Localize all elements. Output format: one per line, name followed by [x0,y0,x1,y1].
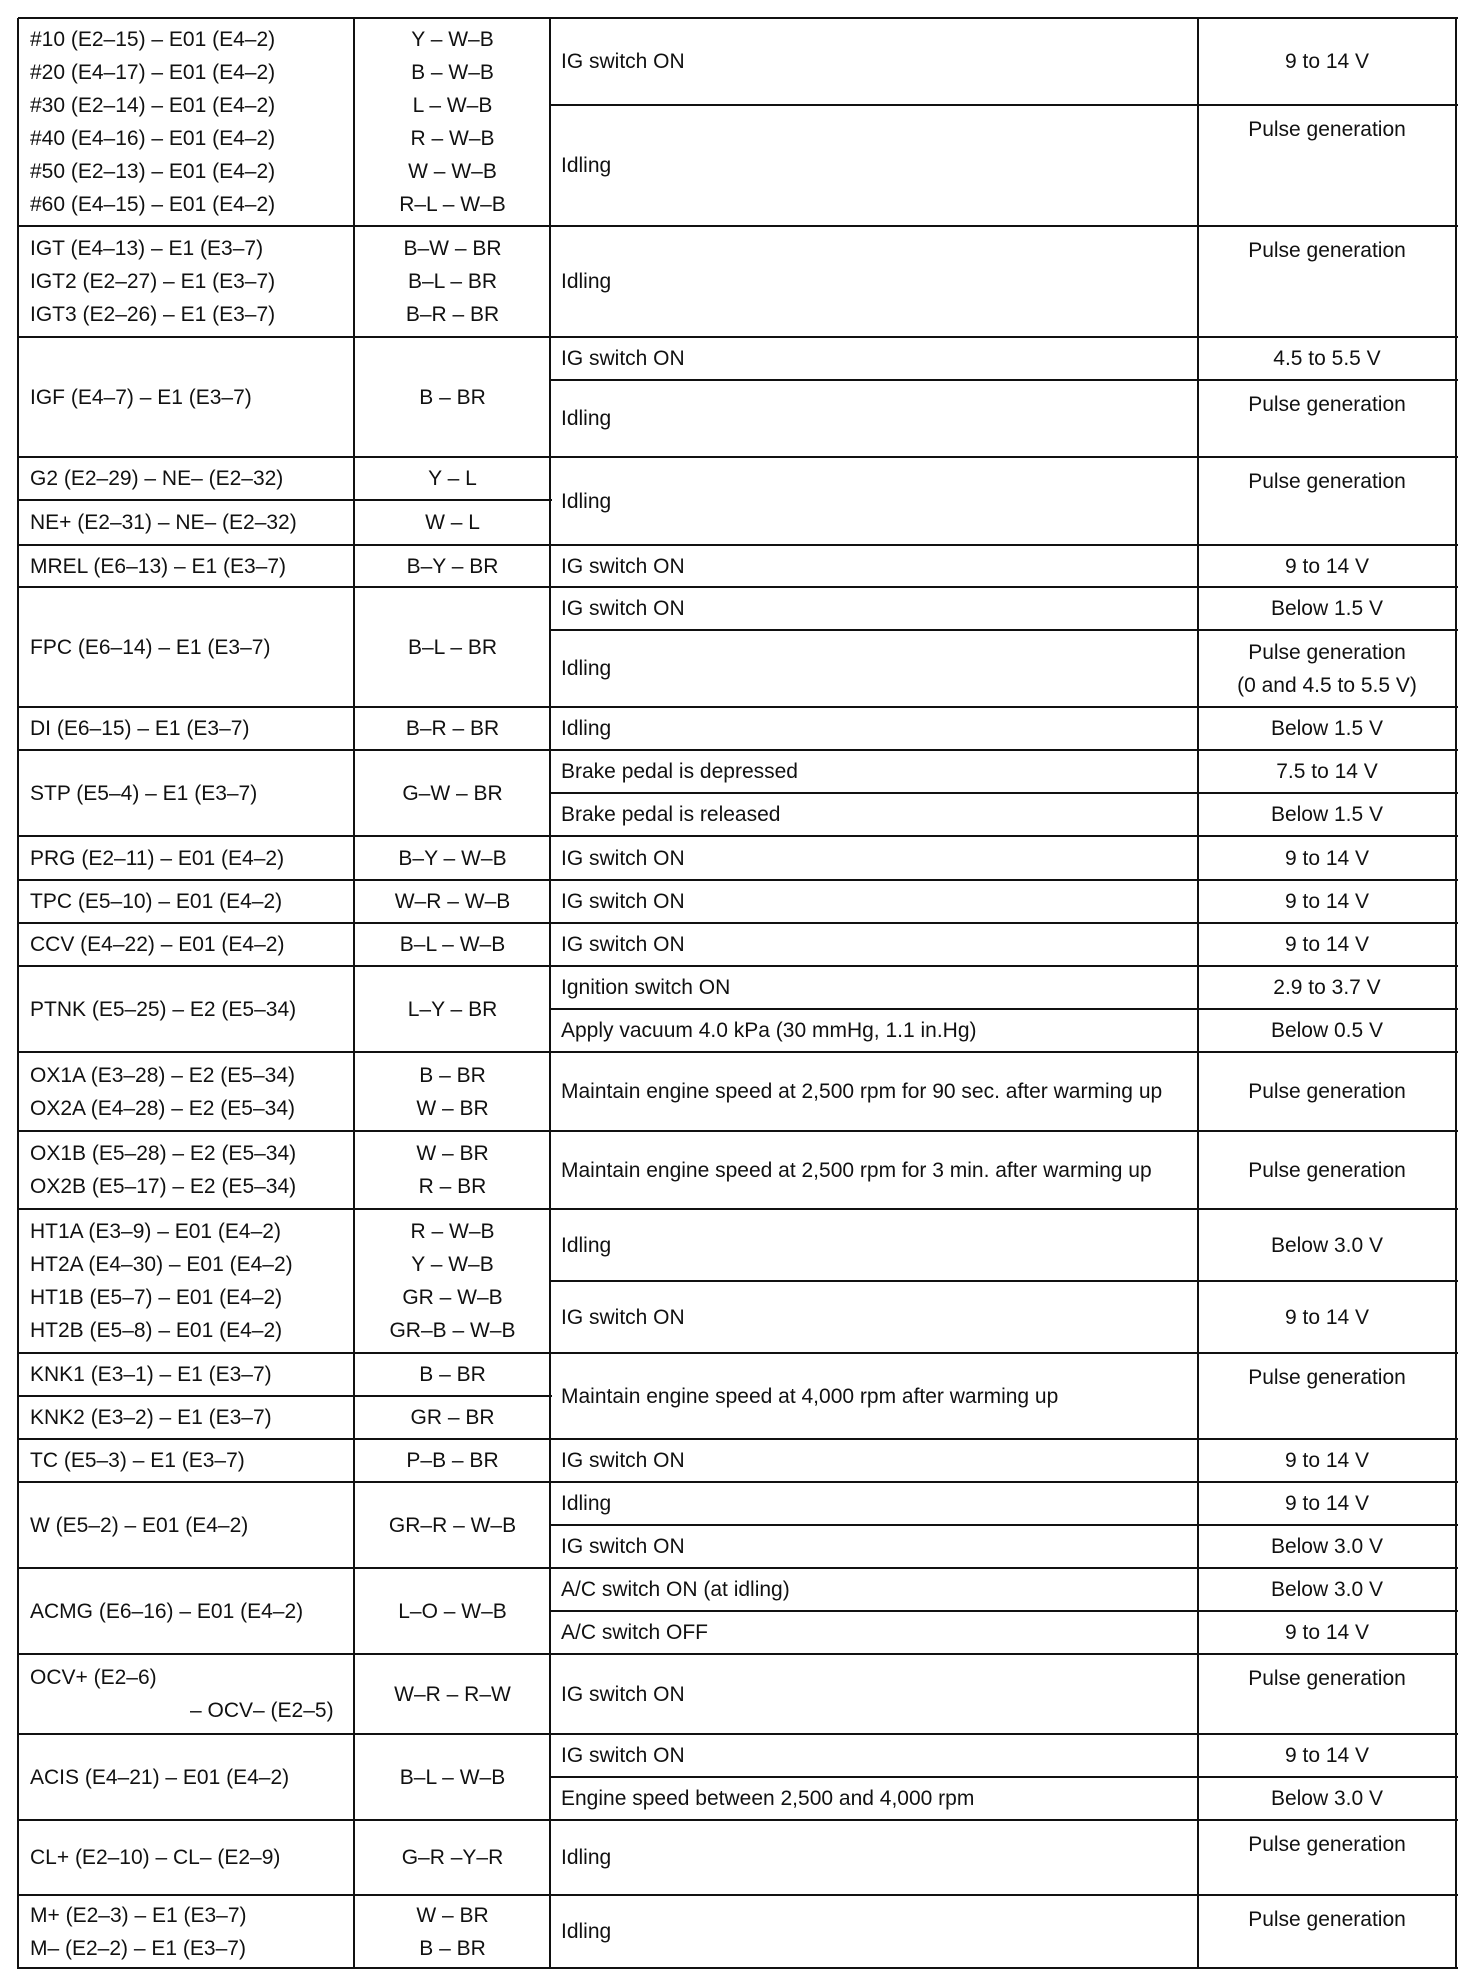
specified-condition-cell [1200,1654,1454,1734]
terminal-cell [30,1439,354,1482]
terminal-cell-line: M+ (E2–3) – E1 (E3–7) [30,1903,247,1927]
specified-condition-cell-line: Pulse generation [1248,1833,1406,1856]
condition-label: Maintain engine speed at 2,500 rpm for 3 min. after warming up [561,1158,1152,1182]
specified-condition-cell [1200,337,1454,380]
wiring-color-cell [356,226,549,337]
condition-cell [561,226,1198,337]
condition-cell [561,1052,1198,1131]
specified-condition-cell-line: Pulse generation [1248,1080,1406,1103]
terminal-cell-line: #30 (E2–14) – E01 (E4–2) [30,94,276,117]
wiring-color-cell [356,457,549,500]
wiring-color-cell-line: B–Y – W–B [398,846,507,870]
condition-cell [561,18,1198,105]
terminal-cell-line: PTNK (E5–25) – E2 (E5–34) [30,997,297,1021]
specified-condition-cell-line: Below 3.0 V [1270,1787,1384,1810]
condition-cell [561,1209,1198,1281]
condition-cell [561,750,1198,793]
wiring-color-label: GR – BR [410,1406,495,1429]
wiring-color-cell [356,1131,549,1209]
specified-condition-cell [1200,1568,1454,1611]
wiring-color-cell-line: B – W–B [411,61,494,84]
wiring-color-cell-line: W – W–B [408,160,497,183]
terminal-label: G2 (E2–29) – NE– (E2–32) [30,467,284,490]
condition-label: Brake pedal is released [561,803,781,826]
condition-label: IG switch ON [561,1535,685,1558]
terminal-cell [30,1734,354,1820]
condition-label: A/C switch OFF [561,1621,709,1644]
wiring-color-label: B – BR [419,1363,486,1386]
condition-label: Idling [561,489,612,513]
specified-condition-cell [1200,1281,1454,1353]
wiring-color-cell [356,1482,549,1568]
terminal-label: KNK2 (E3–2) – E1 (E3–7) [30,1406,272,1429]
specified-condition-cell-line: 4.5 to 5.5 V [1273,347,1381,370]
condition-label: A/C switch ON (at idling) [561,1578,790,1601]
terminal-cell [30,1209,354,1353]
wiring-color-cell [356,836,549,880]
wiring-color-cell-line: B–L – W–B [399,1765,506,1789]
wiring-color-cell-line: W – BR [416,1903,489,1927]
wiring-color-label: W – L [425,511,480,534]
specified-condition-cell [1200,880,1454,923]
specified-condition-cell [1200,587,1454,630]
wiring-color-cell-line: B – BR [419,385,486,409]
specified-condition-cell-line: Pulse generation [1248,393,1406,416]
wiring-color-cell-line: W – BR [416,1142,489,1165]
condition-label: IG switch ON [561,50,685,73]
condition-cell [561,1353,1198,1439]
terminal-cell-line: IGT2 (E2–27) – E1 (E3–7) [30,270,276,293]
terminal-cell-line: TC (E5–3) – E1 (E3–7) [30,1449,245,1472]
specified-condition-cell [1200,457,1454,545]
specified-condition-cell-line: 9 to 14 V [1284,846,1370,870]
terminal-cell-line: HT2A (E4–30) – E01 (E4–2) [30,1253,293,1276]
wiring-color-cell-line: B–L – BR [407,270,498,293]
grid-line-vertical [549,18,551,1969]
wiring-color-cell-line: B–Y – BR [406,554,499,578]
condition-cell [561,1439,1198,1482]
wiring-color-cell-line: G–W – BR [402,781,503,805]
terminal-cell-line: M– (E2–2) – E1 (E3–7) [30,1936,246,1960]
specified-condition-cell-line: Pulse generation [1248,470,1406,493]
condition-label: IG switch ON [561,554,685,578]
terminal-cell [30,18,354,226]
terminal-cell [30,1820,354,1895]
terminal-cell-line: STP (E5–4) – E1 (E3–7) [30,781,258,805]
terminal-cell-line: #60 (E4–15) – E01 (E4–2) [30,193,276,216]
terminal-cell-line: – OCV– (E2–5) [190,1699,334,1722]
wiring-color-cell [356,587,549,707]
grid-line-vertical [1455,18,1457,1969]
wiring-color-cell-line: R – W–B [410,127,495,150]
terminal-cell [30,226,354,337]
terminal-cell-line: W (E5–2) – E01 (E4–2) [30,1513,249,1537]
condition-label: IG switch ON [561,846,685,870]
wiring-color-cell [356,1654,549,1734]
terminal-cell-line: IGT3 (E2–26) – E1 (E3–7) [30,303,276,326]
condition-cell [561,880,1198,923]
condition-label: IG switch ON [561,1744,685,1767]
condition-label: Idling [561,407,612,430]
terminal-cell-line: ACMG (E6–16) – E01 (E4–2) [30,1599,304,1623]
wiring-color-cell-line: W – BR [416,1096,489,1120]
specified-condition-cell [1200,707,1454,750]
wiring-color-cell [356,1052,549,1131]
terminal-cell-line: OX2B (E5–17) – E2 (E5–34) [30,1175,297,1198]
specified-condition-cell [1200,18,1454,105]
wiring-color-cell [356,545,549,587]
condition-cell [561,105,1198,226]
specified-condition-cell-line: 9 to 14 V [1284,1621,1370,1644]
wiring-color-cell-line: B–R – BR [405,303,500,326]
specified-condition-cell [1200,1131,1454,1209]
terminal-cell-line: OX1B (E5–28) – E2 (E5–34) [30,1142,297,1165]
wiring-color-cell-line: G–R –Y–R [401,1846,504,1869]
condition-label: Idling [561,717,612,740]
condition-cell [561,1734,1198,1777]
specified-condition-cell-line: 9 to 14 V [1284,1305,1370,1329]
condition-cell [561,836,1198,880]
terminal-cell-line: TPC (E5–10) – E01 (E4–2) [30,890,283,913]
terminal-cell-line: #40 (E4–16) – E01 (E4–2) [30,127,276,150]
terminal-cell [30,750,354,836]
terminal-label: KNK1 (E3–1) – E1 (E3–7) [30,1363,272,1386]
terminal-cell [30,836,354,880]
wiring-color-cell [356,1568,549,1654]
wiring-color-cell [356,1439,549,1482]
terminal-cell [30,1568,354,1654]
terminal-cell-line: OCV+ (E2–6) [30,1666,157,1689]
condition-cell [561,966,1198,1009]
specified-condition-cell-line: 9 to 14 V [1284,1744,1370,1767]
terminal-cell [30,1353,354,1396]
condition-cell [561,630,1198,707]
specified-condition-cell [1200,1353,1454,1439]
wiring-color-cell-line: Y – W–B [411,28,494,51]
wiring-color-cell [356,1734,549,1820]
terminal-cell-line: MREL (E6–13) – E1 (E3–7) [30,554,287,578]
condition-label: Idling [561,1920,612,1943]
specified-condition-cell-line: Pulse generation [1248,239,1406,262]
wiring-color-cell-line: R – BR [418,1175,487,1198]
terminal-cell [30,1482,354,1568]
specified-condition-cell [1200,1209,1454,1281]
wiring-color-cell-line: GR – W–B [402,1286,503,1309]
condition-cell [561,1568,1198,1611]
specified-condition-cell-line: Pulse generation [1248,1667,1406,1690]
condition-cell [561,587,1198,630]
terminal-cell-line: CL+ (E2–10) – CL– (E2–9) [30,1846,281,1869]
condition-cell [561,545,1198,587]
condition-cell [561,793,1198,836]
wiring-color-cell [356,966,549,1052]
wiring-color-cell [356,1820,549,1895]
condition-label: Apply vacuum 4.0 kPa (30 mmHg, 1.1 in.Hg) [561,1019,977,1042]
specified-condition-cell [1200,836,1454,880]
condition-label: IG switch ON [561,347,685,370]
wiring-color-cell-line: R – W–B [410,1220,495,1243]
wiring-color-cell-line: B–L – BR [407,635,498,659]
wiring-color-cell-line: GR–B – W–B [389,1319,516,1342]
specified-condition-cell [1200,1052,1454,1131]
terminal-cell-line: #20 (E4–17) – E01 (E4–2) [30,61,276,84]
condition-label: Idling [561,657,612,680]
terminal-cell [30,545,354,587]
terminal-cell-line: CCV (E4–22) – E01 (E4–2) [30,933,285,956]
specified-condition-cell [1200,966,1454,1009]
condition-label: Idling [561,1492,612,1515]
wiring-color-cell-line: R–L – W–B [399,193,506,216]
specified-condition-cell [1200,1525,1454,1568]
specified-condition-cell [1200,1482,1454,1525]
condition-cell [561,1895,1198,1968]
specified-condition-cell [1200,793,1454,836]
condition-cell [561,1131,1198,1209]
condition-cell [561,1777,1198,1820]
terminal-cell-line: FPC (E6–14) – E1 (E3–7) [30,635,271,659]
wiring-color-cell [356,923,549,966]
specified-condition-cell [1200,1895,1454,1968]
specified-condition-cell [1200,545,1454,587]
specified-condition-cell [1200,226,1454,337]
terminal-cell [30,337,354,457]
specified-condition-cell [1200,1777,1454,1820]
terminal-cell [30,1131,354,1209]
specified-condition-cell [1200,923,1454,966]
specified-condition-cell [1200,1611,1454,1654]
specified-condition-cell-line: (0 and 4.5 to 5.5 V) [1237,673,1417,697]
terminal-cell [30,500,354,545]
condition-cell [561,457,1198,545]
specified-condition-cell [1200,1734,1454,1777]
specified-condition-cell-line: Below 1.5 V [1270,717,1384,740]
specified-condition-cell-line: Below 3.0 V [1270,1535,1384,1558]
terminal-cell-line: OX1A (E3–28) – E2 (E5–34) [30,1063,295,1087]
wiring-color-cell-line: L–O – W–B [398,1599,507,1623]
specified-condition-cell [1200,750,1454,793]
specified-condition-cell [1200,1009,1454,1052]
wiring-color-cell [356,707,549,750]
specified-condition-cell-line: 9 to 14 V [1284,1449,1370,1472]
terminal-cell-line: OX2A (E4–28) – E2 (E5–34) [30,1096,295,1120]
terminal-cell-line: ACIS (E4–21) – E01 (E4–2) [30,1765,290,1789]
terminal-cell [30,1895,354,1968]
wiring-color-cell [356,337,549,457]
condition-label: Idling [561,154,612,177]
condition-label: IG switch ON [561,890,685,913]
specified-condition-cell-line: Below 1.5 V [1270,597,1384,620]
terminal-cell [30,923,354,966]
condition-label: IG switch ON [561,1682,685,1706]
specified-condition-cell-line: Pulse generation [1248,1366,1406,1389]
wiring-color-cell-line: B – BR [419,1936,486,1960]
specified-condition-cell-line: 9 to 14 V [1284,1492,1370,1515]
wiring-color-cell-line: L – W–B [412,94,493,117]
wiring-color-cell [356,750,549,836]
wiring-color-cell-line: GR–R – W–B [388,1513,517,1537]
wiring-color-cell [356,1396,549,1439]
terminal-cell [30,1396,354,1439]
terminal-cell [30,1654,354,1734]
terminal-cell-line: #10 (E2–15) – E01 (E4–2) [30,28,276,51]
terminal-cell-line: IGF (E4–7) – E1 (E3–7) [30,385,252,409]
wiring-color-cell [356,1353,549,1396]
wiring-color-cell-line: P–B – BR [406,1449,499,1472]
terminal-cell [30,587,354,707]
wiring-color-cell [356,1209,549,1353]
terminal-cell-line: DI (E6–15) – E1 (E3–7) [30,717,250,740]
condition-cell [561,923,1198,966]
wiring-color-cell-line: B–R – BR [405,717,500,740]
specified-condition-cell-line: 9 to 14 V [1284,933,1370,956]
specified-condition-cell-line: Below 3.0 V [1270,1233,1384,1257]
condition-label: Maintain engine speed at 4,000 rpm after warming up [561,1384,1059,1408]
terminal-cell [30,966,354,1052]
specified-condition-cell-line: 9 to 14 V [1284,554,1370,578]
wiring-color-cell [356,18,549,226]
terminal-cell [30,1052,354,1131]
terminal-label: NE+ (E2–31) – NE– (E2–32) [30,511,297,534]
specified-condition-cell-line: 9 to 14 V [1284,50,1370,73]
specified-condition-cell [1200,1820,1454,1895]
condition-label: Idling [561,1846,612,1869]
specified-condition-cell-line: Pulse generation [1248,118,1406,141]
wiring-color-cell [356,880,549,923]
specified-condition-cell-line: 7.5 to 14 V [1276,760,1378,783]
condition-cell [561,1654,1198,1734]
condition-cell [561,707,1198,750]
terminal-cell-line: #50 (E2–13) – E01 (E4–2) [30,160,276,183]
terminal-cell-line: HT1A (E3–9) – E01 (E4–2) [30,1220,281,1243]
specified-condition-cell-line: Below 0.5 V [1270,1019,1384,1042]
grid-line-vertical [17,18,19,1969]
condition-label: Idling [561,270,612,293]
condition-label: IG switch ON [561,597,685,620]
terminal-cell [30,880,354,923]
condition-label: Maintain engine speed at 2,500 rpm for 90 sec. after warming up [561,1080,1163,1103]
wiring-color-cell-line: L–Y – BR [407,997,498,1021]
condition-label: IG switch ON [561,1449,685,1472]
terminal-cell [30,707,354,750]
specified-condition-cell [1200,380,1454,457]
condition-cell [561,337,1198,380]
condition-label: Idling [561,1233,612,1257]
wiring-color-cell-line: B–L – W–B [399,933,506,956]
terminal-cell [30,457,354,500]
condition-label: Engine speed between 2,500 and 4,000 rpm [561,1787,975,1810]
wiring-color-cell-line: Y – W–B [411,1253,494,1276]
specified-condition-cell [1200,630,1454,707]
specified-condition-cell [1200,1439,1454,1482]
condition-cell [561,1482,1198,1525]
wiring-color-cell [356,1895,549,1968]
condition-cell [561,1525,1198,1568]
wiring-color-cell-line: W–R – R–W [394,1682,511,1706]
terminal-cell-line: HT1B (E5–7) – E01 (E4–2) [30,1286,283,1309]
wiring-color-cell-line: W–R – W–B [394,890,511,913]
specified-condition-cell-line: Below 1.5 V [1270,803,1384,826]
specified-condition-cell-line: Pulse generation [1248,640,1406,664]
condition-cell [561,1281,1198,1353]
condition-cell [561,1611,1198,1654]
wiring-color-cell-line: B–W – BR [403,237,502,260]
wiring-color-cell-line: B – BR [419,1063,486,1087]
specified-condition-cell-line: 9 to 14 V [1284,890,1370,913]
wiring-color-cell [356,500,549,545]
specified-condition-cell-line: Pulse generation [1248,1908,1406,1931]
condition-label: IG switch ON [561,933,685,956]
specified-condition-cell-line: Below 3.0 V [1270,1578,1384,1601]
terminal-cell-line: PRG (E2–11) – E01 (E4–2) [30,846,285,870]
condition-cell [561,1820,1198,1895]
terminal-cell-line: HT2B (E5–8) – E01 (E4–2) [30,1319,283,1342]
specified-condition-cell-line: 2.9 to 3.7 V [1273,976,1381,999]
condition-label: Ignition switch ON [561,976,731,999]
specified-condition-cell-line: Pulse generation [1248,1158,1406,1182]
terminal-cell-line: IGT (E4–13) – E1 (E3–7) [30,237,264,260]
wiring-color-label: Y – L [428,467,477,490]
condition-cell [561,380,1198,457]
specified-condition-cell [1200,105,1454,226]
condition-label: IG switch ON [561,1305,685,1329]
condition-label: Brake pedal is depressed [561,760,798,783]
condition-cell [561,1009,1198,1052]
